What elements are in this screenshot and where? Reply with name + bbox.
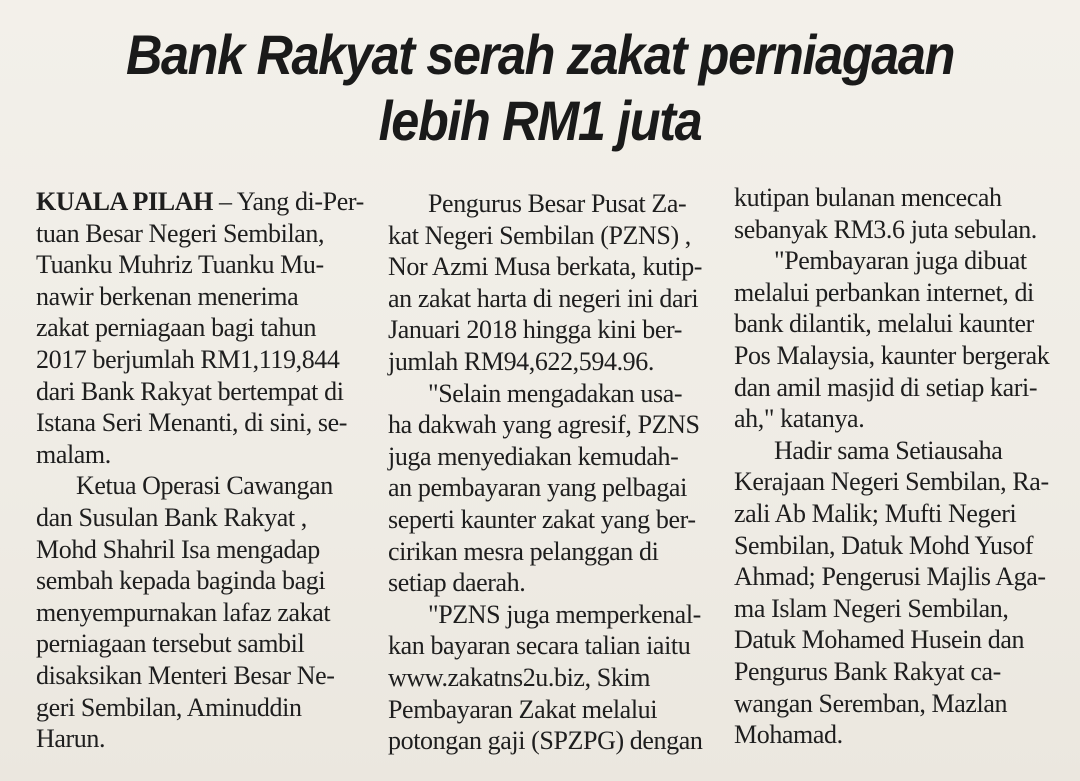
- paragraph-line: Datuk Mohamed Husein dan: [734, 625, 1025, 655]
- paragraph-line: 2017 berjumlah RM1,119,844: [36, 344, 340, 374]
- paragraph-line: juga menyediakan kemudah-: [388, 441, 679, 471]
- paragraph-line-text: – Yang di-Per-: [212, 187, 364, 216]
- paragraph-line: Nor Azmi Musa berkata, kutip-: [388, 252, 703, 282]
- paragraph-line: "Selain mengadakan usa-: [428, 378, 683, 408]
- paragraph-line: perniagaan tersebut sambil: [36, 629, 305, 659]
- paragraph-line: Pengurus Besar Pusat Za-: [428, 189, 687, 218]
- headline-line-2: lebih RM1 juta: [378, 89, 702, 152]
- paragraph-line: setiap daerah.: [388, 568, 526, 598]
- paragraph-line: potongan gaji (SPZPG) dengan: [388, 726, 703, 756]
- paragraph-line: "Pembayaran juga dibuat: [774, 246, 1027, 276]
- article-column-3: [734, 182, 1064, 751]
- paragraph-line: kan bayaran secara talian iaitu: [388, 631, 691, 661]
- paragraph-line: Ketua Operasi Cawangan: [76, 471, 333, 501]
- paragraph-line: Mohamad.: [734, 720, 843, 750]
- article-column-1: [36, 186, 364, 755]
- paragraph-line: sembah kepada baginda bagi: [36, 566, 326, 596]
- headline-line-1: Bank Rakyat serah zakat perniagaan: [125, 23, 955, 86]
- paragraph-line: kutipan bulanan mencecah: [734, 183, 1002, 212]
- paragraph-line: bank dilantik, melalui kaunter: [734, 309, 1034, 339]
- paragraph-line: Mohd Shahril Isa mengadap: [36, 534, 320, 564]
- article-column-2: [388, 188, 708, 757]
- paragraph-line: Ahmad; Pengerusi Majlis Aga-: [734, 562, 1046, 592]
- paragraph-line: menyempurnakan lafaz zakat: [36, 597, 331, 627]
- paragraph-line: an zakat harta di negeri ini dari: [388, 283, 699, 313]
- article-paragraph: [388, 599, 708, 757]
- article-paragraph: [734, 245, 1064, 435]
- paragraph-line: ha dakwah yang agresif, PZNS: [388, 410, 700, 440]
- paragraph-line: [36, 186, 364, 218]
- paragraph-line: seperti kaunter zakat yang ber-: [388, 504, 696, 534]
- paragraph-line: an pembayaran yang pelbagai: [388, 473, 687, 503]
- dateline: KUALA PILAH: [36, 187, 213, 216]
- paragraph-line: Istana Seri Menanti, di sini, se-: [36, 408, 348, 438]
- paragraph-line: geri Sembilan, Aminuddin: [36, 692, 302, 722]
- paragraph-line: sebanyak RM3.6 juta sebulan.: [734, 214, 1037, 244]
- paragraph-line: ah," katanya.: [734, 404, 865, 434]
- paragraph-line: Pengurus Bank Rakyat ca-: [734, 656, 1001, 686]
- paragraph-line: kat Negeri Sembilan (PZNS) ,: [388, 220, 691, 250]
- article-paragraph: [36, 186, 364, 470]
- article-paragraph: [734, 435, 1064, 751]
- paragraph-line: Januari 2018 hingga kini ber-: [388, 315, 683, 345]
- paragraph-line: Pembayaran Zakat melalui: [388, 694, 658, 724]
- paragraph-line: "PZNS juga memperkenal-: [428, 599, 701, 629]
- article-paragraph: [36, 470, 356, 754]
- paragraph-line: ma Islam Negeri Sembilan,: [734, 593, 1009, 623]
- paragraph-line: zali Ab Malik; Mufti Negeri: [734, 498, 1017, 528]
- paragraph-line: dan amil masjid di setiap kari-: [734, 372, 1038, 402]
- paragraph-line: malam.: [36, 439, 111, 469]
- paragraph-line: tuan Besar Negeri Sembilan,: [36, 218, 325, 248]
- paragraph-line: wangan Seremban, Mazlan: [734, 688, 1008, 718]
- paragraph-line: Harun.: [36, 724, 106, 754]
- paragraph-line: dan Susulan Bank Rakyat ,: [36, 502, 307, 532]
- paragraph-line: nawir berkenan menerima: [36, 281, 299, 311]
- paragraph-line: Tuanku Muhriz Tuanku Mu-: [36, 250, 324, 280]
- paragraph-line: disaksikan Menteri Besar Ne-: [36, 660, 335, 690]
- paragraph-line: Kerajaan Negeri Sembilan, Ra-: [734, 467, 1049, 497]
- paragraph-line: Pos Malaysia, kaunter bergerak: [734, 340, 1050, 370]
- paragraph-line: Hadir sama Setiausaha: [774, 435, 1003, 465]
- article-paragraph: [388, 378, 708, 599]
- paragraph-line: zakat perniagaan bagi tahun: [36, 313, 317, 343]
- paragraph-line: Sembilan, Datuk Mohd Yusof: [734, 530, 1034, 560]
- paragraph-line: melalui perbankan internet, di: [734, 277, 1034, 307]
- paragraph-line: www.zakatns2u.biz, Skim: [388, 662, 651, 692]
- article-paragraph: [734, 182, 1064, 245]
- article-paragraph: [388, 188, 708, 378]
- paragraph-line: dari Bank Rakyat bertempat di: [36, 376, 344, 406]
- headline: [54, 22, 1026, 154]
- paragraph-line: cirikan mesra pelanggan di: [388, 536, 659, 566]
- paragraph-line: jumlah RM94,622,594.96.: [388, 346, 654, 376]
